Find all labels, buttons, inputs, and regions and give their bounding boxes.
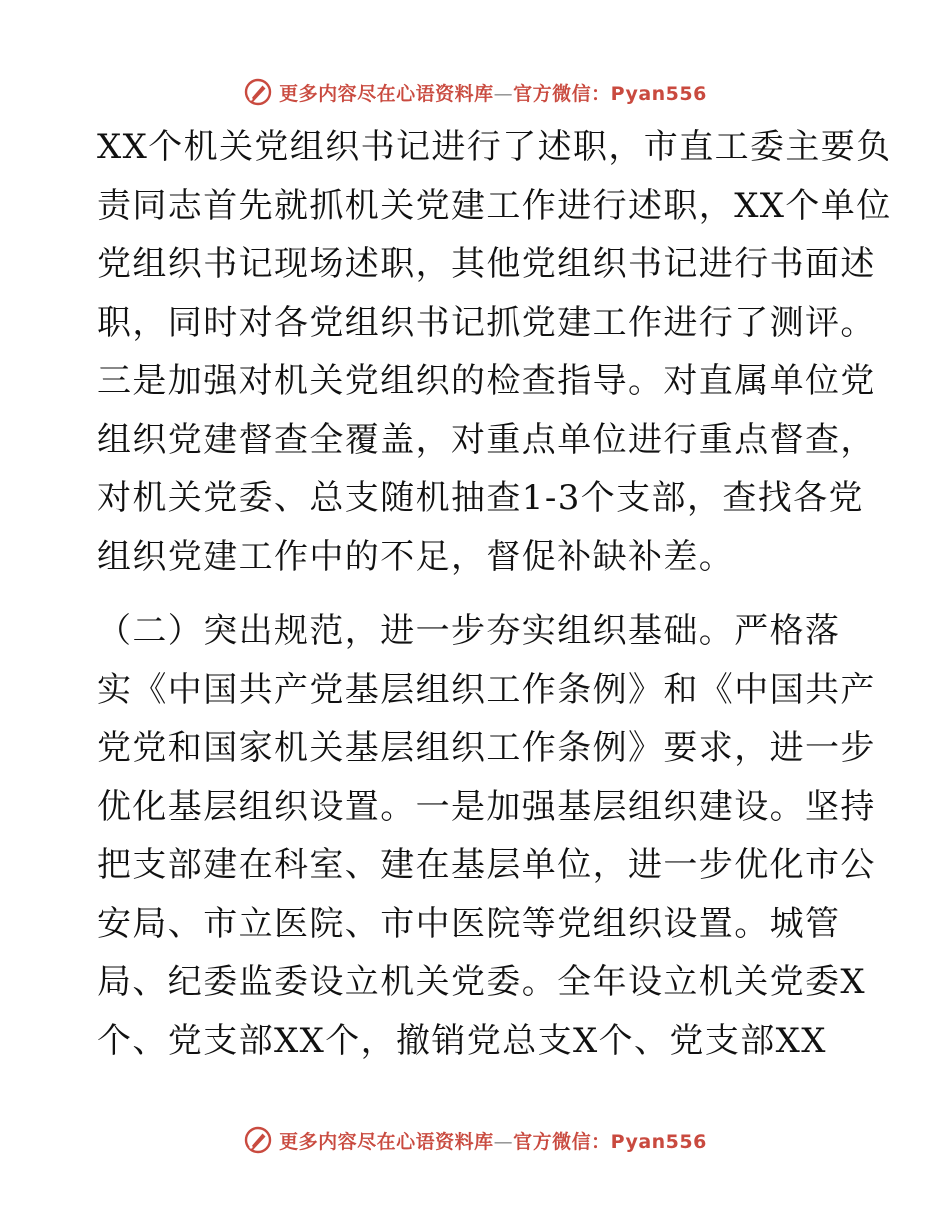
text-line: XX个机关党组织书记进行了述职，市直工委主要负: [97, 127, 892, 167]
text-line: 组织党建督查全覆盖，对重点单位进行重点督查，: [97, 419, 876, 460]
footer-watermark: [0, 1120, 950, 1160]
watermark-text: [279, 79, 707, 106]
paragraph-2: [97, 602, 876, 1070]
paragraph-1: [97, 118, 892, 586]
watermark-text: [279, 1127, 707, 1154]
text-line: 职，同时对各党组织书记抓党建工作进行了测评。: [97, 302, 876, 343]
watermark-main-text: 更多内容尽在心语资料库: [279, 82, 494, 105]
watermark-contact-text: 官方微信：Pyan556: [513, 82, 707, 105]
header-watermark: [0, 72, 950, 112]
text-line: 安局、市立医院、市中医院等党组织设置。城管: [97, 903, 841, 944]
text-line: 实《中国共产党基层组织工作条例》和《中国共产: [97, 669, 876, 710]
watermark-separator: —: [493, 1130, 514, 1153]
text-line: 对机关党委、总支随机抽查1-3个支部，查找各党: [97, 478, 864, 518]
text-line: 责同志首先就抓机关党建工作进行述职，XX个单位: [97, 185, 892, 226]
text-line: 党组织书记现场述职，其他党组织书记进行书面述: [97, 244, 876, 284]
watermark-main-text: 更多内容尽在心语资料库: [279, 1130, 494, 1153]
quill-pen-logo-icon: [243, 1125, 273, 1155]
text-line: 三是加强对机关党组织的检查指导。对直属单位党: [97, 361, 876, 401]
text-line: 把支部建在科室、建在基层单位，进一步优化市公: [97, 845, 876, 885]
text-line: 党党和国家机关基层组织工作条例》要求，进一步: [97, 728, 876, 768]
text-line: 组织党建工作中的不足，督促补缺补差。: [97, 536, 735, 577]
watermark-contact-text: 官方微信：Pyan556: [513, 1130, 707, 1153]
quill-pen-logo-icon: [243, 77, 273, 107]
text-line: 优化基层组织设置。一是加强基层组织建设。坚持: [97, 786, 876, 827]
paragraph-spacer: [97, 586, 867, 602]
text-line: 个、党支部XX个，撤销党总支X个、党支部XX: [97, 1020, 827, 1061]
text-line: （二）突出规范，进一步夯实组织基础。严格落: [97, 611, 841, 651]
watermark-separator: —: [493, 82, 514, 105]
text-line: 局、纪委监委设立机关党委。全年设立机关党委X: [97, 962, 867, 1002]
document-body: [97, 118, 892, 1070]
